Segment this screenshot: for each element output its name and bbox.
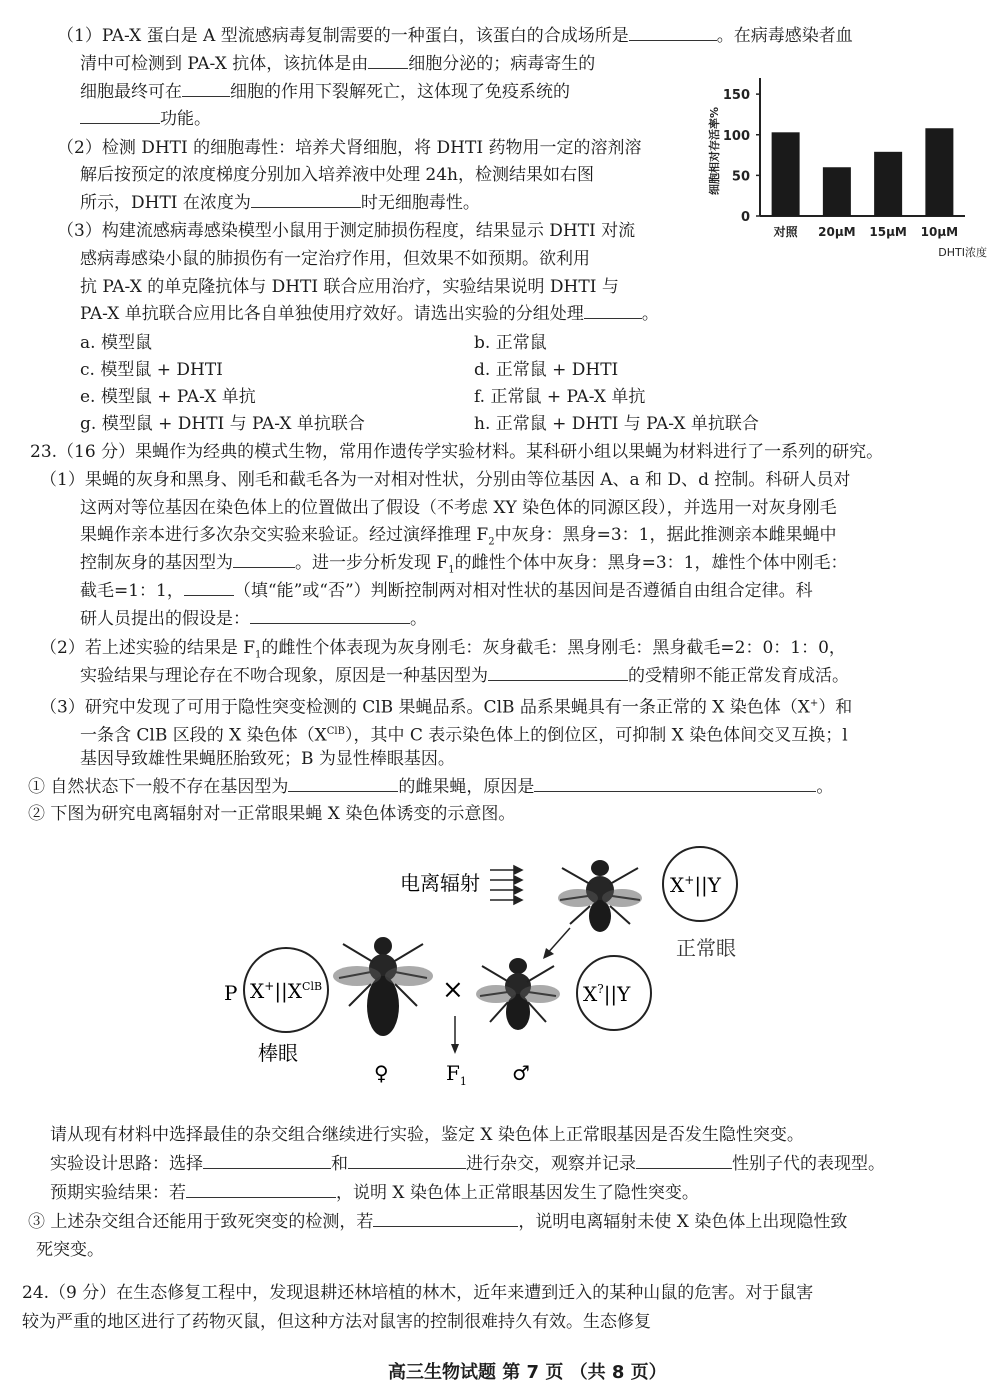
chart-bars <box>772 128 954 216</box>
q22-part3-line2: 感病毒感染小鼠的肺损伤有一定治疗作用，但效果不如预期。欲利用 <box>80 249 590 269</box>
male-symbol: ♂ <box>512 1061 530 1085</box>
y-tick-label: 150 <box>722 88 750 104</box>
q22-p2-line3-end: 时无细胞毒性。 <box>360 193 480 213</box>
q22-part3-line4 <box>80 302 659 326</box>
q22-p1-line3-end: 细胞的作用下裂解死亡，这体现了免疫系统的 <box>230 82 570 102</box>
text: （3）研究中发现了可用于隐性突变检测的 ClB 果蝇品系。ClB 品系果蝇具有一条正常的 X 染色体（X <box>40 697 810 718</box>
option-h: h. 正常鼠 + DHTI 与 PA-X 单抗联合 <box>474 414 759 434</box>
q22-p3-line4-text: PA-X 单抗联合应用比各自单独使用疗效好。请选出实验的分组处理 <box>80 304 584 324</box>
q22-part2-line1: （2）检测 DHTI 的细胞毒性：培养犬肾细胞，将 DHTI 药物用一定的溶剂溶 <box>57 138 642 158</box>
option-a: a. 模型鼠 <box>80 333 152 353</box>
text: 预期实验结果：若 <box>50 1183 186 1203</box>
q24-line2: 较为严重的地区进行了药物灭鼠，但这种方法对鼠害的控制很难持久有效。生态修复 <box>22 1312 651 1332</box>
text: 的雌果蝇，原因是 <box>398 777 535 797</box>
text: （2）若上述实验的结果是 F <box>40 638 256 658</box>
q23-s1-line4: 控制灰身的基因型为 。进一步分析发现 $F_1$的雌性个体中灰身：黑身=3：1，雄性个体中刚毛： <box>80 553 848 576</box>
q23-s3-line2: 一条含 ClB 区段的 X 染色体$(X^{ClB})$，其中 C 表示染色体上的倒位区，可抑制 X 染色体间交叉互换；l <box>80 725 848 746</box>
mutation-diagram <box>200 840 800 1095</box>
q22-part2-line2: 解后按预定的浓度梯度分别加入培养液中处理 24h，检测结果如右图 <box>80 165 594 185</box>
option-b: b. 正常鼠 <box>474 333 547 353</box>
x-tick-label: 对照 <box>773 225 798 239</box>
cross-symbol: × <box>442 975 464 1005</box>
option-c: c. 模型鼠 + DHTI <box>80 360 223 380</box>
q23-s1-line3: 果蝇作亲本进行多次杂交实验来验证。经过演绎推理 $F_2$中灰身：黑身=3：1，据此推测亲本雌果蝇中 <box>80 525 837 548</box>
text: ），其中 C 表示染色体上的倒位区，可抑制 X 染色体间交叉互换；l <box>344 725 848 746</box>
text: 截毛=1：1， <box>80 581 184 601</box>
text: ③ 上述杂交组合还能用于致死突变的检测，若 <box>28 1212 374 1232</box>
text: 果蝇作亲本进行多次杂交实验来验证。经过演绎推理 F <box>80 525 489 545</box>
bar-0 <box>772 132 800 216</box>
text: （填“能”或“否”）判断控制两对相对性状的基因间是否遵循自由组合定律。科 <box>233 581 813 601</box>
q22-p1-text: （1）PA-X 蛋白是 A 型流感病毒复制需要的一种蛋白，该蛋白的合成场所是 <box>57 26 629 46</box>
text: 。 <box>816 777 834 797</box>
q22-p1-line2-text: 清中可检测到 PA-X 抗体，该抗体是由 <box>80 54 369 74</box>
text: ）和 <box>818 697 853 718</box>
q23-s1-line1: （1）果蝇的灰身和黑身、刚毛和截毛各为一对相对性状，分别由等位基因 A、a 和 D、d 控制。科研人员对 <box>40 470 851 490</box>
answer-blank[interactable] <box>80 107 160 124</box>
text: 实验设计思路：选择 <box>50 1154 203 1174</box>
q22-p2-line3-text: 所示，DHTI 在浓度为 <box>80 193 251 213</box>
option-f: f. 正常鼠 + PA-X 单抗 <box>474 387 646 407</box>
q23-s2-line2 <box>80 664 849 688</box>
y-tick-label: 100 <box>722 128 750 144</box>
text: 和 <box>331 1154 348 1174</box>
bar-eye-label: 棒眼 <box>258 1041 298 1065</box>
cell-viability-chart <box>700 54 990 269</box>
fly-top-icon <box>558 860 642 932</box>
genotype-male: X?||Y <box>583 982 631 1006</box>
text: 。 <box>410 609 427 629</box>
answer-blank[interactable] <box>584 302 642 319</box>
q23-c2: ② 下图为研究电离辐射对一正常眼果蝇 X 染色体诱变的示意图。 <box>28 804 516 824</box>
answer-blank[interactable] <box>186 1181 336 1198</box>
text: 性别子代的表现型。 <box>732 1154 885 1174</box>
text: ，说明 X 染色体上正常眼基因发生了隐性突变。 <box>336 1183 699 1203</box>
q23-after-line3 <box>50 1181 699 1205</box>
text: 研人员提出的假设是： <box>80 609 250 629</box>
text: 的雌性个体中灰身：黑身=3：1，雄性个体中刚毛： <box>454 553 848 573</box>
option-e: e. 模型鼠 + PA-X 单抗 <box>80 387 256 407</box>
q23-heading: 23.（16 分）果蝇作为经典的模式生物，常用作遗传学实验材料。某科研小组以果蝇为材料进行了一系列的研究。 <box>30 442 884 462</box>
text: 控制灰身的基因型为 <box>80 553 233 573</box>
f1-text: F <box>446 1061 460 1085</box>
q22-p1-line2-end: 细胞分泌的；病毒寄生的 <box>408 54 596 74</box>
bar-3 <box>925 128 953 216</box>
parent-label: P <box>224 981 238 1005</box>
q23-s3-line3: 基因导致雄性果蝇胚胎致死；B 为显性棒眼基因。 <box>80 749 455 769</box>
q22-part1-line1 <box>57 24 853 48</box>
answer-blank[interactable] <box>636 1152 732 1169</box>
q23-s2-line1: （2）若上述实验的结果是 $F_1$的雌性个体表现为灰身刚毛：灰身截毛：黑身刚毛：黑身截毛=2：0：1：0， <box>40 638 846 661</box>
option-d: d. 正常鼠 + DHTI <box>474 360 619 380</box>
answer-blank[interactable] <box>373 1210 518 1227</box>
answer-blank[interactable] <box>233 551 295 568</box>
q23-c1 <box>28 775 833 799</box>
q23-c3-line2: 死突变。 <box>36 1240 104 1260</box>
q23-s1-line5 <box>80 579 813 603</box>
fly-male-icon <box>476 958 560 1030</box>
text: 进行杂交，观察并记录 <box>466 1154 636 1174</box>
ionizing-radiation-label: 电离辐射 <box>400 871 480 895</box>
answer-blank[interactable] <box>184 579 234 596</box>
q23-s3-line1: （3）研究中发现了可用于隐性突变检测的 ClB 果蝇品系。ClB 品系果蝇具有一条正常的 X 染色体（X+）和 <box>40 697 853 718</box>
q22-part3-line3: 抗 PA-X 的单克隆抗体与 DHTI 联合应用治疗，实验结果说明 DHTI 与 <box>80 277 619 297</box>
answer-blank[interactable] <box>629 24 717 41</box>
q22-p3-line4-end: 。 <box>641 304 659 324</box>
q22-part1-line4 <box>80 107 211 131</box>
text: 。进一步分析发现 F <box>295 553 449 573</box>
q22-part3-line1: （3）构建流感病毒感染模型小鼠用于测定肺损伤程度，结果显示 DHTI 对流 <box>57 221 636 241</box>
text: 一条含 ClB 区段的 X 染色体（X <box>80 725 327 746</box>
x-axis-label: DHTI浓度 <box>938 246 987 259</box>
x-tick-label: 15μM <box>869 225 907 239</box>
q22-part1-line3 <box>80 80 570 104</box>
answer-blank[interactable] <box>251 191 361 208</box>
text: 的雌性个体表现为灰身刚毛：灰身截毛：黑身刚毛：黑身截毛=2：0：1：0， <box>261 638 846 658</box>
answer-blank[interactable] <box>368 52 408 69</box>
q22-part1-line2 <box>80 52 595 76</box>
q22-part2-line3 <box>80 191 480 215</box>
text: 的受精卵不能正常发育成活。 <box>628 666 849 686</box>
x-tick-label: 10μM <box>920 225 959 239</box>
q22-p1-line4-end: 功能。 <box>160 109 211 129</box>
radiation-arrows <box>490 866 522 904</box>
text: 实验结果与理论存在不吻合现象，原因是一种基因型为 <box>80 666 488 686</box>
q23-after-line1: 请从现有材料中选择最佳的杂交组合继续进行实验，鉴定 X 染色体上正常眼基因是否发生隐性突变。 <box>50 1125 804 1145</box>
x-tick-label: 20μM <box>818 225 856 239</box>
answer-blank[interactable] <box>348 1152 466 1169</box>
text: ，说明电离辐射未使 X 染色体上出现隐性致 <box>518 1212 848 1232</box>
answer-blank[interactable] <box>488 664 628 681</box>
y-tick-label: 0 <box>740 210 750 225</box>
q23-s1-line6 <box>80 607 427 631</box>
female-symbol: ♀ <box>374 1061 389 1085</box>
q23-after-line2 <box>50 1152 885 1176</box>
text: ① 自然状态下一般不存在基因型为 <box>28 777 289 797</box>
normal-eye-label: 正常眼 <box>676 936 736 960</box>
genotype-xy-top: X+||Y <box>670 873 721 897</box>
y-tick-label: 50 <box>731 169 750 185</box>
q22-p1-text-end: 。在病毒感染者血 <box>716 26 853 46</box>
q23-s1-line2: 这两对等位基因在染色体上的位置做出了假设（不考虑 XY 染色体的同源区段），并选用一对灰身刚毛 <box>80 498 837 518</box>
fly-female-icon <box>333 937 433 1036</box>
page-footer: 高三生物试题 第 7 页 （共 8 页） <box>388 1362 667 1383</box>
q23-c3-line1 <box>28 1210 847 1234</box>
answer-blank[interactable] <box>182 80 230 97</box>
genotype-female: $X^+||X^{ClB}$ <box>250 979 323 1003</box>
q22-p1-line3-text: 细胞最终可在 <box>80 82 182 102</box>
answer-blank[interactable] <box>250 607 410 624</box>
answer-blank[interactable] <box>288 775 398 792</box>
f1-label: $F_1$ <box>446 1061 467 1088</box>
option-g: g. 模型鼠 + DHTI 与 PA-X 单抗联合 <box>80 414 365 434</box>
bar-1 <box>823 167 851 216</box>
bar-2 <box>874 152 902 216</box>
y-axis-label: 细胞相对存活率% <box>708 106 721 196</box>
answer-blank[interactable] <box>203 1152 331 1169</box>
q24-line1: 24.（9 分）在生态修复工程中，发现退耕还林培植的林木，近年来遭到迁入的某种山鼠的危害。对于鼠害 <box>22 1283 814 1303</box>
answer-blank[interactable] <box>534 775 816 792</box>
text: 中灰身：黑身=3：1，据此推测亲本雌果蝇中 <box>494 525 837 545</box>
